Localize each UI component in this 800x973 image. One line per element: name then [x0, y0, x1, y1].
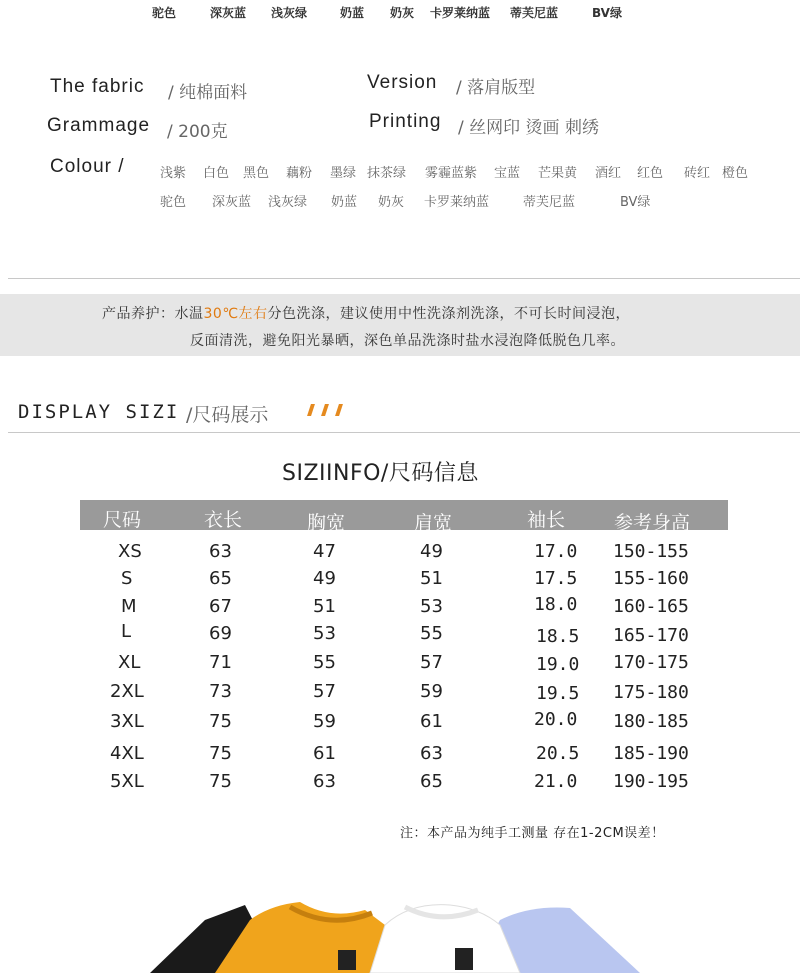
size-label-cell: 2XL: [110, 681, 144, 702]
size-value-cell: 59: [313, 711, 336, 732]
colour-option: 红色: [637, 166, 664, 181]
colour-option: 驼色: [160, 195, 187, 210]
measurement-note: 注：本产品为纯手工测量 存在1-2CM误差！: [400, 826, 665, 841]
size-value-cell: 59: [420, 681, 443, 702]
size-value-cell: 75: [209, 771, 232, 792]
size-label-cell: S: [121, 568, 133, 589]
size-value-cell: 63: [209, 541, 232, 562]
size-value-cell: 75: [209, 711, 232, 732]
grammage-label: Grammage: [47, 115, 151, 136]
size-value-cell: 190-195: [613, 771, 689, 792]
care-text: 分色洗涤，建议使用中性洗涤剂洗涤，不可长时间浸泡，: [267, 306, 631, 322]
size-value-cell: 170-175: [613, 652, 689, 673]
column-header: 参考身高: [614, 512, 691, 534]
display-title-en: DISPLAY SIZI: [18, 401, 180, 423]
size-value-cell: 61: [313, 743, 336, 764]
size-label-cell: XL: [118, 652, 141, 673]
size-value-cell: 51: [313, 596, 336, 617]
size-value-cell: 18.0: [534, 594, 578, 615]
section-divider: [8, 278, 800, 279]
grammage-value: / 200克: [167, 122, 228, 142]
column-header: 尺码: [103, 509, 142, 531]
size-value-cell: 63: [420, 743, 443, 764]
accent-slash: [321, 404, 329, 416]
colour-option: 宝蓝: [494, 166, 521, 181]
colour-option: 芒果黄: [538, 166, 578, 181]
colour-option: 橙色: [722, 166, 749, 181]
top-color-item: 蒂芙尼蓝: [510, 6, 559, 20]
colour-option: 抹茶绿: [367, 166, 407, 181]
section-divider: [8, 432, 800, 433]
tshirt-photos: [0, 880, 800, 973]
size-table-title: SIZIINFO/尺码信息: [282, 461, 479, 486]
colour-option: 蒂芙尼蓝: [523, 195, 576, 210]
size-value-cell: 55: [420, 623, 443, 644]
size-label-cell: XS: [118, 541, 142, 562]
colour-option: 深灰蓝: [212, 195, 252, 210]
size-value-cell: 53: [420, 596, 443, 617]
version-label: Version: [367, 72, 438, 93]
care-instructions-band: [0, 294, 800, 356]
fabric-label: The fabric: [50, 76, 145, 97]
care-text: 产品养护：水温: [102, 306, 204, 322]
colour-option: 白色: [203, 166, 230, 181]
fabric-value: / 纯棉面料: [168, 83, 248, 103]
top-color-item: 卡罗莱纳蓝: [430, 6, 491, 20]
care-line-2: 反面清洗，避免阳光暴晒，深色单品洗涤时盐水浸泡降低脱色几率。: [190, 333, 625, 349]
size-value-cell: 57: [313, 681, 336, 702]
display-title-zh: /尺码展示: [186, 404, 269, 426]
size-value-cell: 17.0: [534, 541, 578, 562]
accent-slash: [307, 404, 315, 416]
colour-option: BV绿: [620, 195, 651, 210]
size-value-cell: 63: [313, 771, 336, 792]
printing-label: Printing: [369, 111, 442, 132]
colour-option: 浅紫: [160, 166, 187, 181]
size-value-cell: 180-185: [613, 711, 689, 732]
size-label-cell: M: [121, 596, 137, 617]
colour-option: 雾霾蓝紫: [425, 166, 478, 181]
size-value-cell: 47: [313, 541, 336, 562]
size-value-cell: 17.5: [534, 568, 578, 589]
colour-option: 奶蓝: [331, 195, 358, 210]
size-label-cell: L: [121, 621, 132, 642]
colour-option: 砖红: [684, 166, 711, 181]
size-value-cell: 73: [209, 681, 232, 702]
colour-option: 酒红: [595, 166, 622, 181]
top-color-item: 驼色: [152, 6, 177, 20]
accent-slash: [335, 404, 343, 416]
care-line-1: [102, 303, 630, 323]
size-value-cell: 175-180: [613, 682, 689, 703]
size-value-cell: 21.0: [534, 771, 578, 792]
colour-option: 奶灰: [378, 195, 405, 210]
colour-option: 黑色: [243, 166, 270, 181]
top-color-item: 深灰蓝: [210, 6, 247, 20]
size-value-cell: 65: [209, 568, 232, 589]
size-label-cell: 3XL: [110, 711, 144, 732]
size-value-cell: 185-190: [613, 743, 689, 764]
colour-option: 浅灰绿: [268, 195, 308, 210]
top-color-item: 奶蓝: [340, 6, 365, 20]
colour-label: Colour /: [50, 156, 125, 177]
size-value-cell: 57: [420, 652, 443, 673]
top-color-item: 浅灰绿: [271, 6, 308, 20]
column-header: 胸宽: [307, 512, 346, 534]
care-temperature-highlight: 30℃左右: [203, 306, 268, 322]
size-value-cell: 75: [209, 743, 232, 764]
size-label-cell: 5XL: [110, 771, 144, 792]
size-value-cell: 71: [209, 652, 232, 673]
printing-value: / 丝网印 烫画 刺绣: [458, 118, 599, 138]
size-value-cell: 165-170: [613, 625, 689, 646]
size-value-cell: 67: [209, 596, 232, 617]
size-value-cell: 19.5: [536, 683, 580, 704]
size-value-cell: 160-165: [613, 596, 689, 617]
black-tshirt-label: [338, 950, 356, 970]
size-value-cell: 53: [313, 623, 336, 644]
size-value-cell: 20.0: [534, 709, 578, 730]
top-color-item: 奶灰: [390, 6, 415, 20]
colour-option: 藕粉: [286, 166, 313, 181]
size-value-cell: 155-160: [613, 568, 689, 589]
size-value-cell: 49: [420, 541, 443, 562]
size-value-cell: 20.5: [536, 743, 580, 764]
colour-option: 墨绿: [330, 166, 357, 181]
top-color-item: BV绿: [592, 6, 622, 20]
size-value-cell: 69: [209, 623, 232, 644]
version-value: / 落肩版型: [456, 78, 536, 98]
size-value-cell: 61: [420, 711, 443, 732]
size-label-cell: 4XL: [110, 743, 144, 764]
size-value-cell: 49: [313, 568, 336, 589]
size-value-cell: 150-155: [613, 541, 689, 562]
size-value-cell: 18.5: [536, 626, 580, 647]
white-tshirt-label: [455, 948, 473, 970]
size-value-cell: 55: [313, 652, 336, 673]
column-header: 袖长: [527, 509, 566, 531]
size-value-cell: 51: [420, 568, 443, 589]
size-value-cell: 19.0: [536, 654, 580, 675]
column-header: 衣长: [204, 509, 243, 531]
column-header: 肩宽: [414, 512, 453, 534]
size-value-cell: 65: [420, 771, 443, 792]
colour-option: 卡罗莱纳蓝: [424, 195, 490, 210]
